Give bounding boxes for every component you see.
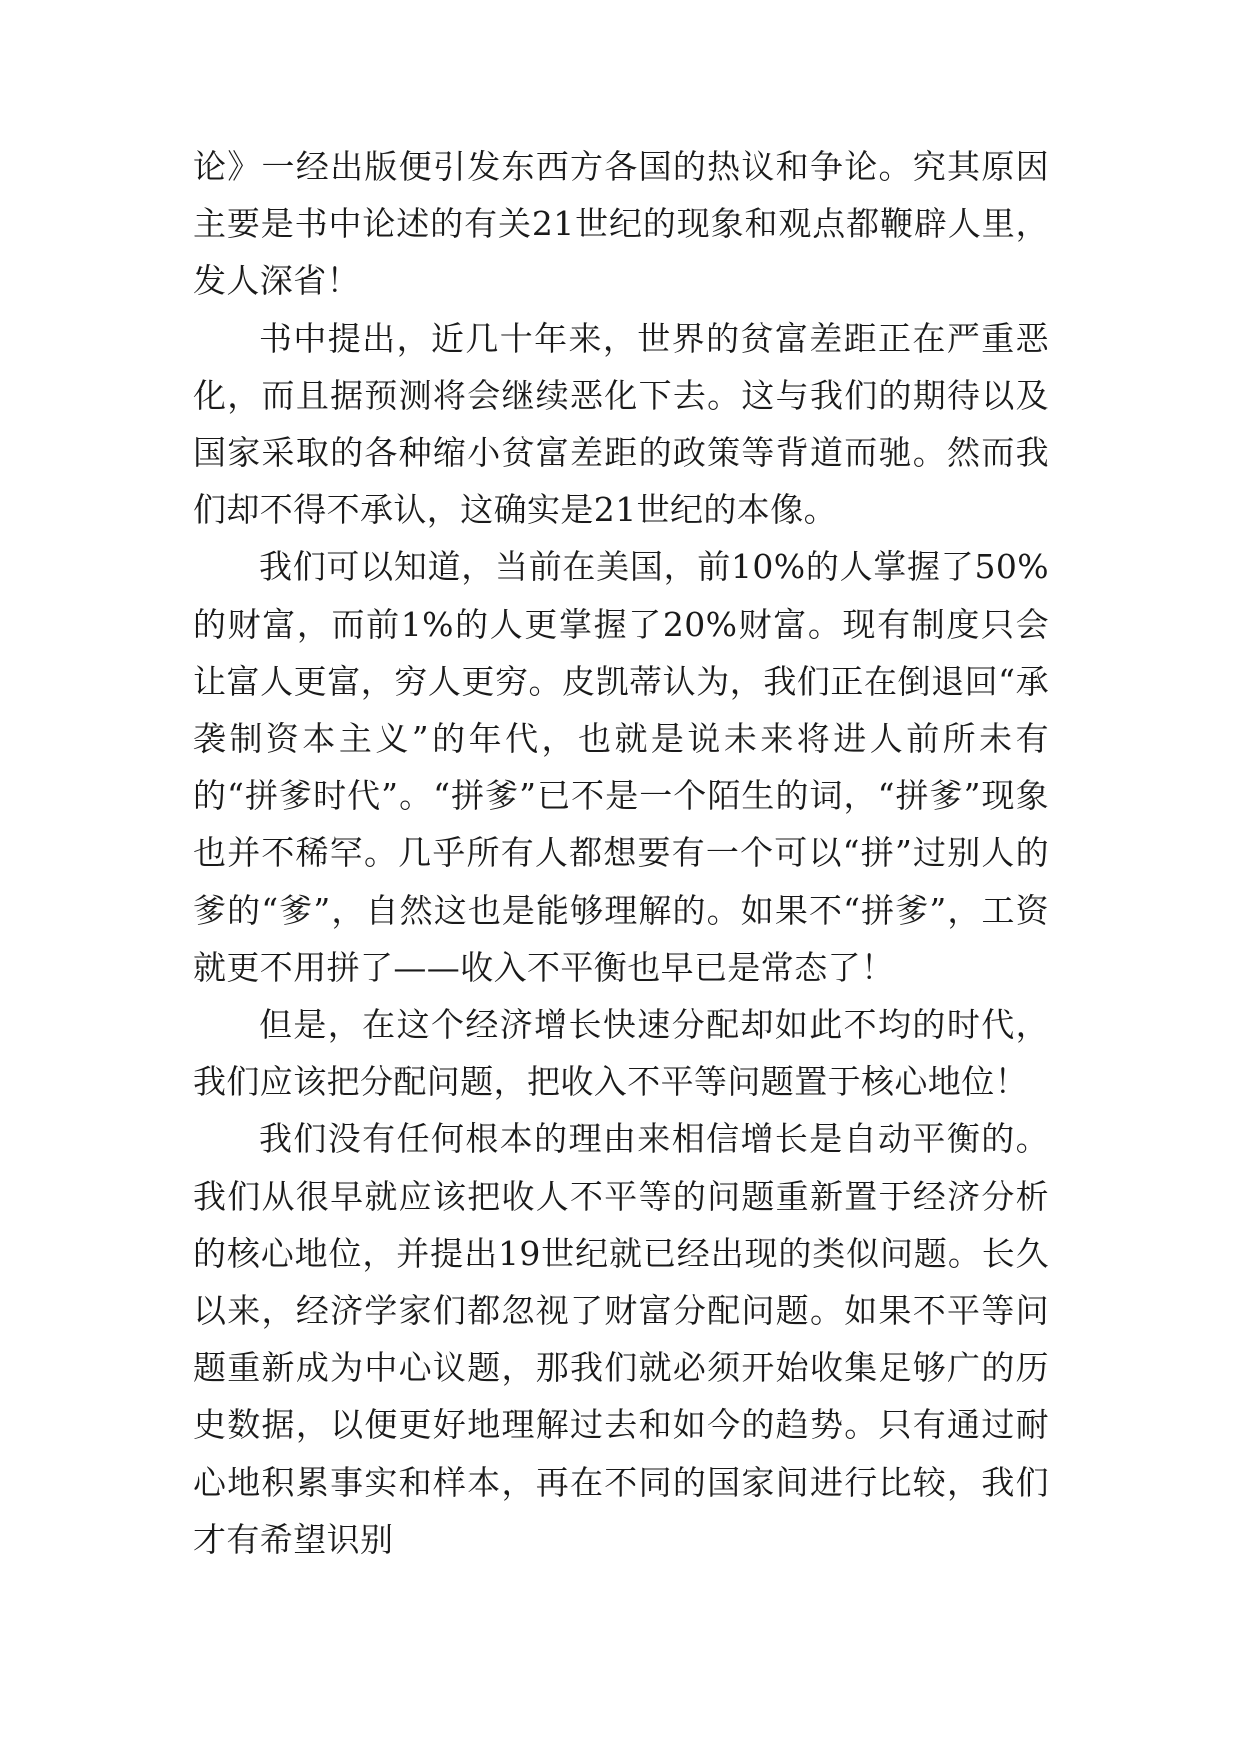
paragraph-growth-balance: 我们没有任何根本的理由来相信增长是自动平衡的。我们从很早就应该把收人不平等的问题重新置于经济分析的核心地位，并提出19世纪就已经出现的类似问题。长久以来，经济学家们都忽视了财富分配问题。如果不平等问题重新成为中心议题，那我们就必须开始收集足够广的历史数据，以便更好地理解过去和如今的趋势。只有通过耐心地积累事实和样本，再在不同的国家间进行比较，我们才有希望识别 [193, 1119, 1049, 1559]
paragraph-us-wealth: 我们可以知道，当前在美国，前10%的人掌握了50%的财富，而前1%的人更掌握了20%财富。现有制度只会让富人更富，穷人更穷。皮凯蒂认为，我们正在倒退回“承袭制资本主义”的年代，也就是说未来将进人前所未有的“拼爹时代”。“拼爹”已不是一个陌生的词，“拼爹”现象也并不稀罕。几乎所有人都想要有一个可以“拼”过别人的爹的“爹”，自然这也是能够理解的。如果不“拼爹”，工资就更不用拼了——收入不平衡也早已是常态了！ [193, 547, 1049, 987]
document-body [193, 138, 1049, 1568]
paragraph-continuation: 论》一经出版便引发东西方各国的热议和争论。究其原因主要是书中论述的有关21世纪的现象和观点都鞭辟人里，发人深省！ [193, 147, 1049, 301]
paragraph-distribution-core: 但是，在这个经济增长快速分配却如此不均的时代，我们应该把分配问题，把收入不平等问题置于核心地位！ [193, 1005, 1049, 1102]
paragraph-wealth-gap: 书中提出，近几十年来，世界的贫富差距正在严重恶化，而且据预测将会继续恶化下去。这与我们的期待以及国家采取的各种缩小贫富差距的政策等背道而驰。然而我们却不得不承认，这确实是21世纪的本像。 [193, 318, 1049, 530]
